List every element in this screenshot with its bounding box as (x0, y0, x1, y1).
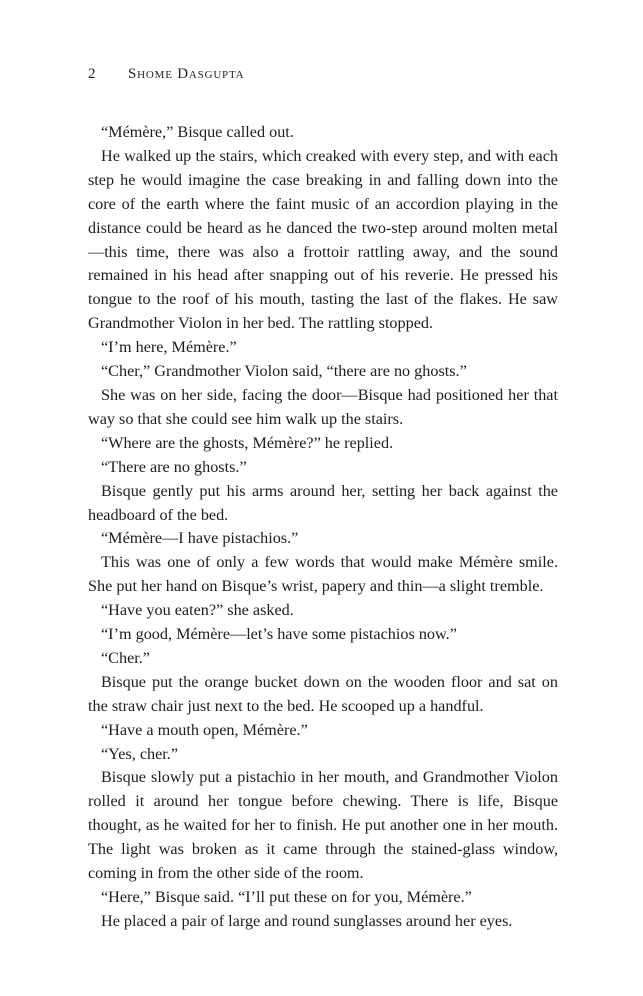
author-name: Shome Dasgupta (128, 66, 245, 82)
paragraph: “I’m here, Mémère.” (101, 338, 237, 357)
page-number: 2 (88, 66, 96, 82)
body-text (88, 121, 558, 934)
paragraph: “Yes, cher.” (101, 744, 179, 763)
paragraph: This was one of only a few words that would make Mémère smile. She put her hand on Bisque’s wrist, papery and thin—a slight tremble. (88, 553, 558, 596)
paragraph: Bisque slowly put a pistachio in her mouth, and Grandmother Violon rolled it around her tongue before chewing. There is life, Bisque thought, as he waited for her to finish. He put another one in her mouth. The light was broken as it came through the stained-glass window, coming in from the other side of the room. (88, 768, 558, 883)
paragraph: “Mémère,” Bisque called out. (101, 123, 294, 141)
paragraph: “Here,” Bisque said. “I’ll put these on for you, Mémère.” (101, 888, 472, 906)
paragraph: “Mémère—I have pistachios.” (101, 529, 299, 548)
paragraph: “Cher,” Grandmother Violon said, “there are no ghosts.” (101, 362, 467, 381)
paragraph: “There are no ghosts.” (101, 457, 247, 476)
paragraph: Bisque gently put his arms around her, setting her back against the headboard of the bed. (88, 481, 558, 524)
paragraph: “Where are the ghosts, Mémère?” he replied. (101, 433, 394, 452)
paragraph: He walked up the stairs, which creaked with every step, and with each step he would imagine the case breaking in and falling down into the core of the earth where the faint music of an accordion playing in the distance could be heard as he danced the two-step around molten metal—this time, there was also a frottoir rattling away, and the sound remained in his head after snapping out of his reverie. He pressed his tongue to the roof of his mouth, tasting the last of the flakes. He saw Grandmother Violon in her bed. The rattling stopped. (88, 146, 558, 333)
paragraph: She was on her side, facing the door—Bisque had positioned her that way so that she could see him walk up the stairs. (88, 385, 558, 428)
paragraph: Bisque put the orange bucket down on the wooden floor and sat on the straw chair just next to the bed. He scooped up a handful. (88, 672, 558, 715)
paragraph: “Have a mouth open, Mémère.” (101, 720, 308, 739)
paragraph: “Cher.” (101, 648, 150, 667)
paragraph: He placed a pair of large and round sunglasses around her eyes. (101, 911, 513, 930)
paragraph: “Have you eaten?” she asked. (101, 601, 294, 620)
running-head (88, 64, 558, 84)
paragraph: “I’m good, Mémère—let’s have some pistachios now.” (101, 625, 457, 644)
